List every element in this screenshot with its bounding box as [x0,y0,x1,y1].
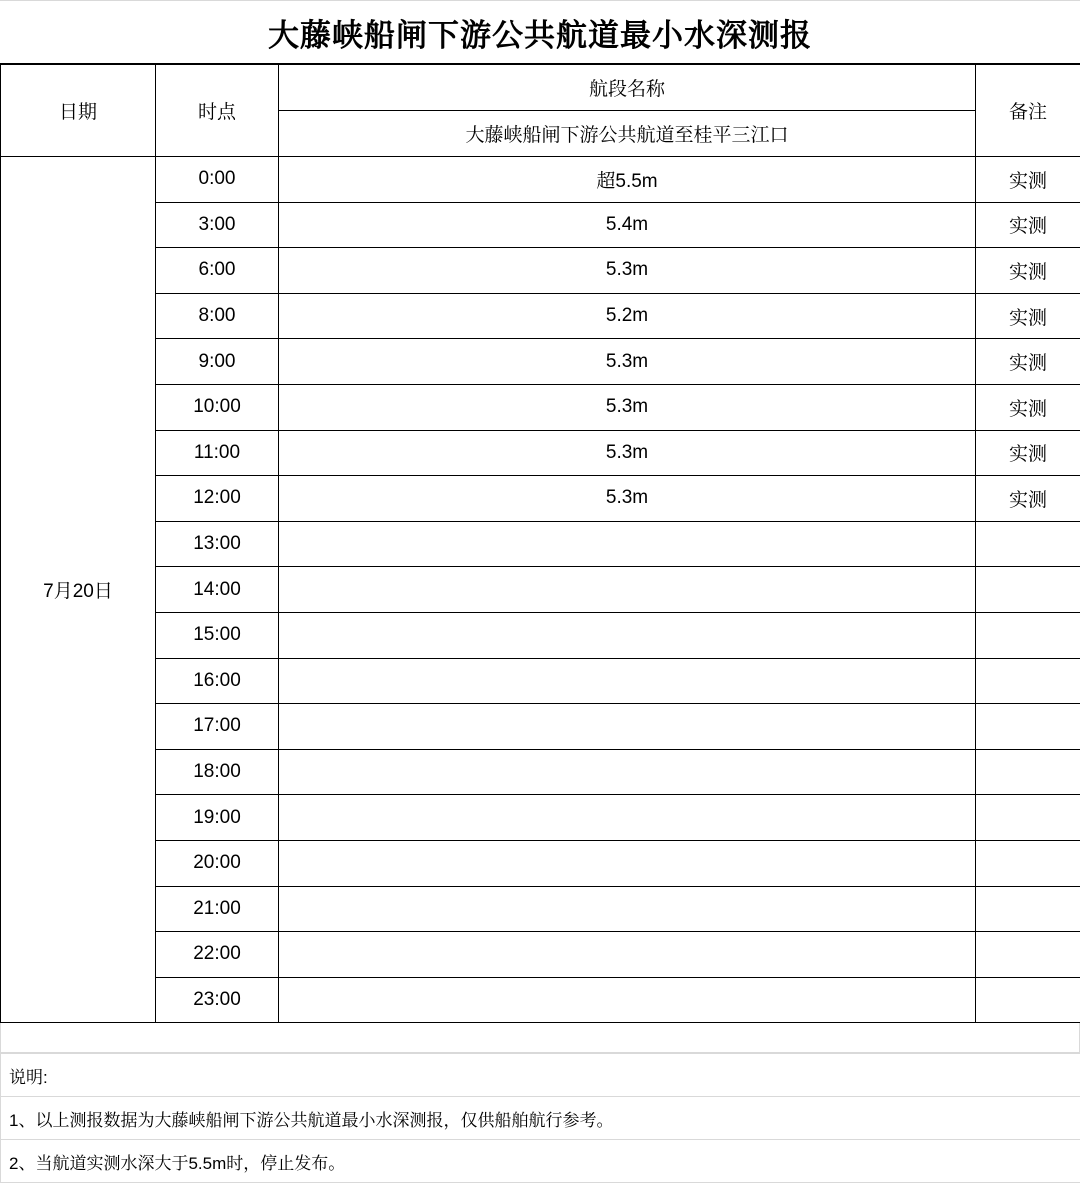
notes-item-row [1,1140,1080,1183]
time-cell: 23:00 [156,977,279,1023]
time-cell: 12:00 [156,476,279,522]
date-cell: 7月20日 [1,157,156,1023]
depth-cell: 5.4m [279,202,976,248]
depth-cell: 5.2m [279,293,976,339]
time-cell: 15:00 [156,612,279,658]
time-cell: 22:00 [156,932,279,978]
time-cell: 18:00 [156,749,279,795]
depth-cell [279,658,976,704]
table-row [1,840,1080,886]
table-row [1,932,1080,978]
depth-cell: 超5.5m [279,157,976,203]
table-row [1,384,1080,430]
time-cell: 21:00 [156,886,279,932]
depth-cell: 5.3m [279,430,976,476]
depth-cell [279,749,976,795]
page-title: 大藤峡船闸下游公共航道最小水深测报 [268,17,812,53]
note-cell: 实测 [976,293,1080,339]
notes-block [0,1053,1080,1183]
document-title-row [0,0,1080,64]
time-cell: 10:00 [156,384,279,430]
column-header-note: 备注 [976,65,1080,157]
note-cell: 实测 [976,157,1080,203]
table-header-row [1,65,1080,111]
table-row [1,704,1080,750]
depth-cell [279,704,976,750]
table-row [1,886,1080,932]
time-cell: 3:00 [156,202,279,248]
column-header-segment-group: 航段名称 [279,65,976,111]
water-depth-table [0,64,1080,1023]
time-cell: 14:00 [156,567,279,613]
depth-cell [279,886,976,932]
time-cell: 17:00 [156,704,279,750]
depth-cell [279,840,976,886]
note-cell [976,658,1080,704]
time-cell: 9:00 [156,339,279,385]
table-row [1,248,1080,294]
column-header-segment-name: 大藤峡船闸下游公共航道至桂平三江口 [279,111,976,157]
time-cell: 13:00 [156,521,279,567]
note-cell [976,795,1080,841]
table-row [1,293,1080,339]
time-cell: 6:00 [156,248,279,294]
table-row [1,202,1080,248]
note-cell [976,932,1080,978]
column-header-date: 日期 [1,65,156,157]
column-header-time: 时点 [156,65,279,157]
note-cell [976,521,1080,567]
depth-cell: 5.3m [279,248,976,294]
table-row [1,612,1080,658]
table-row [1,339,1080,385]
depth-cell [279,521,976,567]
depth-cell: 5.3m [279,476,976,522]
notes-heading: 说明: [1,1054,1080,1097]
note-cell [976,840,1080,886]
table-row [1,157,1080,203]
depth-cell [279,795,976,841]
note-cell [976,749,1080,795]
notes-item-2: 2、当航道实测水深大于5.5m时，停止发布。 [1,1140,1080,1183]
note-cell [976,886,1080,932]
time-cell: 19:00 [156,795,279,841]
time-cell: 0:00 [156,157,279,203]
table-row [1,521,1080,567]
depth-cell [279,612,976,658]
table-spacer-row [0,1023,1080,1053]
table-row [1,977,1080,1023]
time-cell: 20:00 [156,840,279,886]
table-row [1,795,1080,841]
notes-item-1: 1、以上测报数据为大藤峡船闸下游公共航道最小水深测报，仅供船舶航行参考。 [1,1097,1080,1140]
note-cell: 实测 [976,339,1080,385]
depth-cell [279,977,976,1023]
notes-item-row [1,1097,1080,1140]
depth-cell [279,932,976,978]
note-cell [976,567,1080,613]
note-cell: 实测 [976,202,1080,248]
note-cell: 实测 [976,248,1080,294]
note-cell: 实测 [976,430,1080,476]
depth-cell: 5.3m [279,339,976,385]
note-cell: 实测 [976,476,1080,522]
note-cell: 实测 [976,384,1080,430]
time-cell: 11:00 [156,430,279,476]
note-cell [976,704,1080,750]
table-row [1,749,1080,795]
table-row [1,567,1080,613]
table-row [1,430,1080,476]
note-cell [976,612,1080,658]
note-cell [976,977,1080,1023]
time-cell: 8:00 [156,293,279,339]
time-cell: 16:00 [156,658,279,704]
notes-heading-row [1,1054,1080,1097]
depth-cell [279,567,976,613]
table-row [1,658,1080,704]
depth-cell: 5.3m [279,384,976,430]
table-row [1,476,1080,522]
